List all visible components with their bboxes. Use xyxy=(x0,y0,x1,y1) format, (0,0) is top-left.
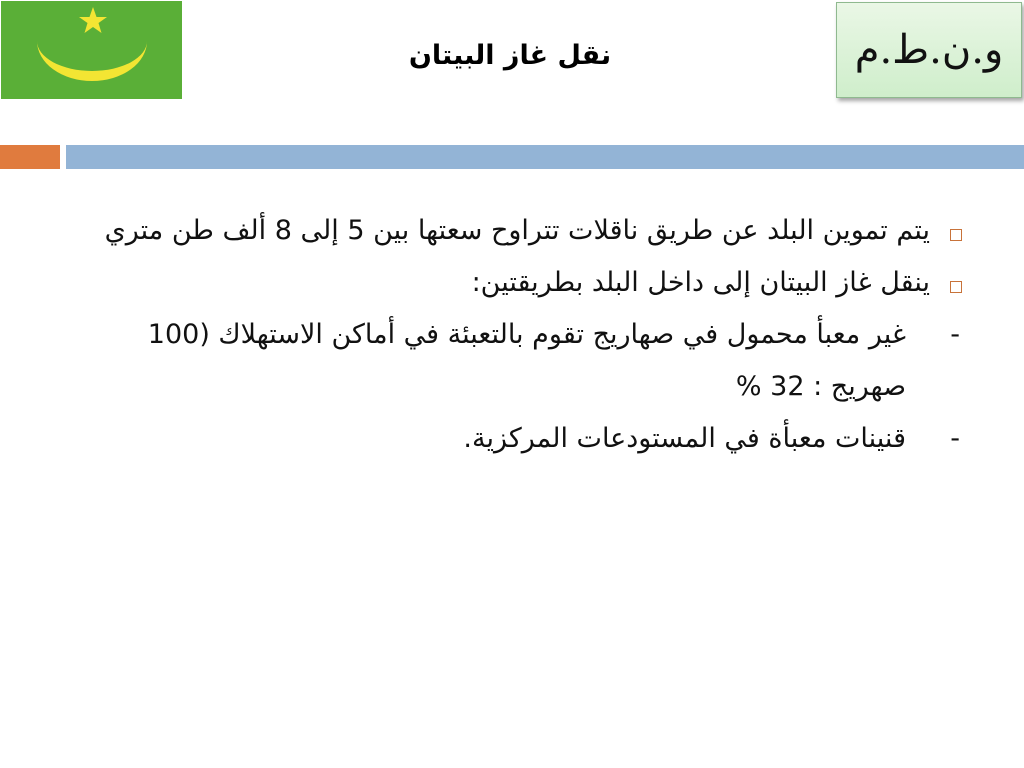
bullet-text: ينقل غاز البيتان إلى داخل البلد بطريقتين: xyxy=(471,267,930,298)
mauritania-flag xyxy=(1,1,182,99)
sub-item-text: غير معبأ محمول في صهاريج تقوم بالتعبئة في أماكن الاستهلاك (100 صهريج : 32 % xyxy=(147,319,906,402)
bullet-item xyxy=(70,257,970,309)
accent-bar-orange xyxy=(0,145,60,169)
square-bullet-icon xyxy=(950,229,962,241)
slide-title: نقل غاز البيتان xyxy=(408,40,612,71)
bullet-text: يتم تموين البلد عن طريق ناقلات تتراوح سعتها بين 5 إلى 8 ألف طن متري xyxy=(104,215,930,246)
crescent-star-emblem xyxy=(1,1,182,99)
dash-marker: - xyxy=(950,423,960,454)
organization-badge: و.ن.ط.م xyxy=(836,2,1022,98)
slide-body xyxy=(70,205,970,465)
dash-marker: - xyxy=(950,319,960,350)
accent-bar-blue xyxy=(66,145,1024,169)
square-bullet-icon xyxy=(950,281,962,293)
sub-item xyxy=(70,413,970,465)
sub-item-text: قنينات معبأة في المستودعات المركزية. xyxy=(463,423,906,454)
sub-item xyxy=(70,309,970,413)
bullet-item xyxy=(70,205,970,257)
